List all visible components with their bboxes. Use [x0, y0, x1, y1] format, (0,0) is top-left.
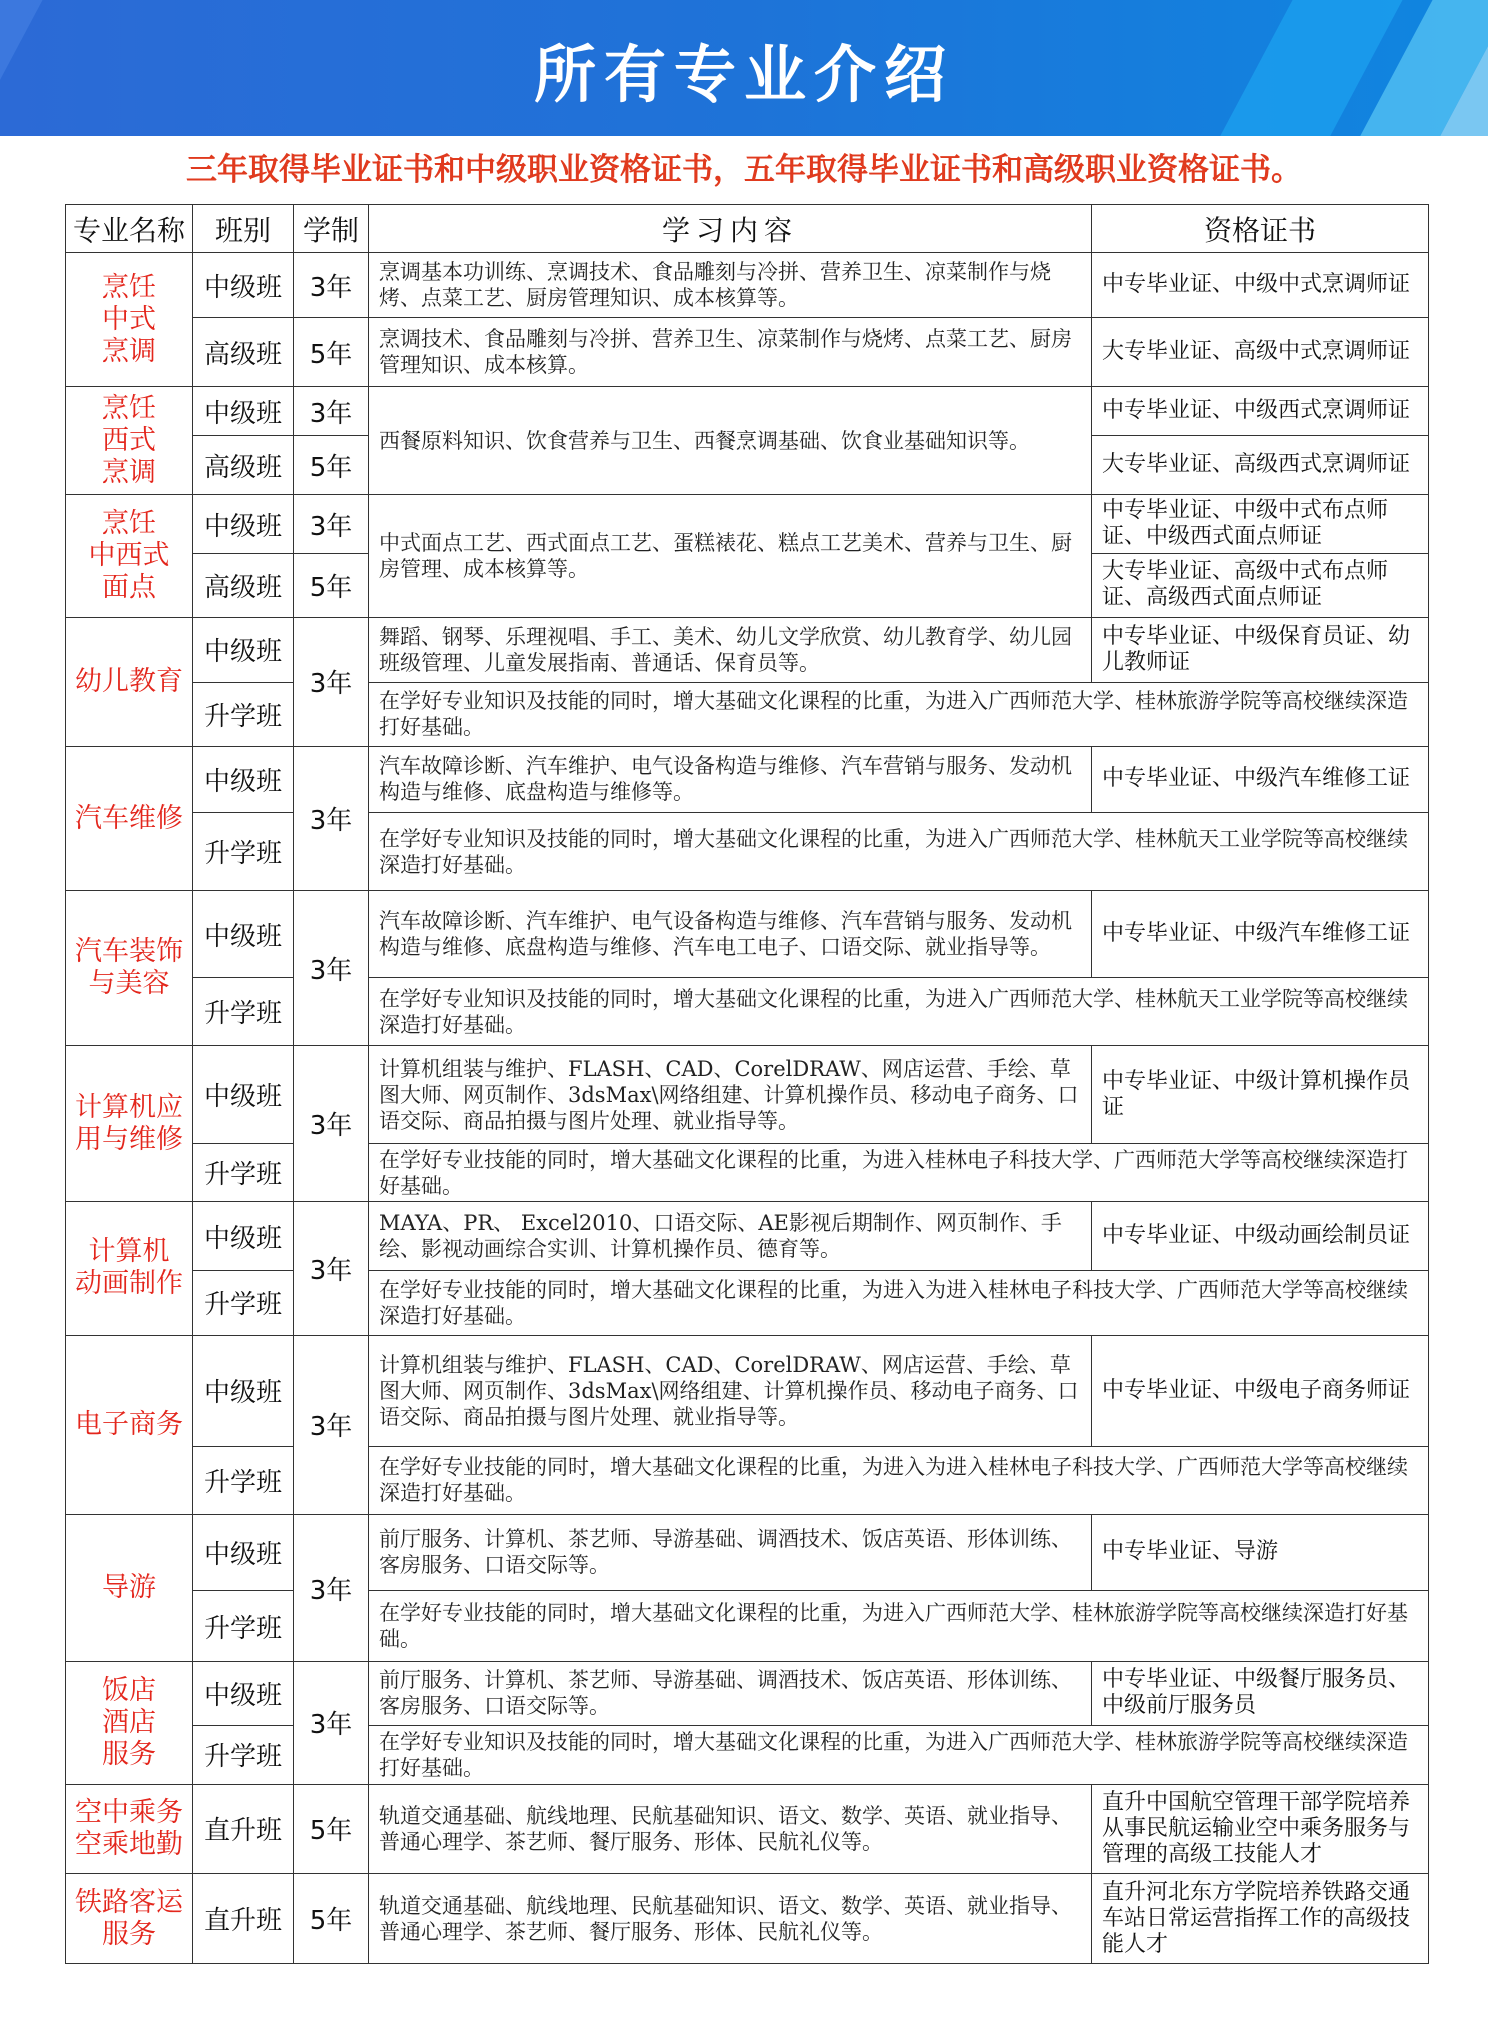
- major-name-cell: 饭店 酒店 服务: [66, 1662, 193, 1784]
- class-cell: 升学班: [193, 1591, 294, 1662]
- content-cell: 轨道交通基础、航线地理、民航基础知识、语文、数学、英语、就业指导、普通心理学、茶艺师、餐厅服务、形体、民航礼仪等。: [369, 1874, 1092, 1964]
- table-row: [66, 891, 1429, 978]
- major-name-cell: 计算机应 用与维修: [66, 1046, 193, 1202]
- certificate-cell: 中专毕业证、导游: [1092, 1514, 1429, 1590]
- major-name-cell: 烹饪 西式 烹调: [66, 387, 193, 495]
- table-row: [66, 387, 1429, 436]
- column-header: 学习内容: [369, 205, 1092, 253]
- content-cell: 中式面点工艺、西式面点工艺、蛋糕裱花、糕点工艺美术、营养与卫生、厨房管理、成本核算等。: [369, 495, 1092, 617]
- class-cell: 升学班: [193, 1271, 294, 1335]
- certificate-cell: 中专毕业证、中级汽车维修工证: [1092, 891, 1429, 978]
- years-cell: 3年: [294, 1046, 369, 1202]
- content-cell: 在学好专业知识及技能的同时，增大基础文化课程的比重，为进入广西师范大学、桂林旅游学院等高校继续深造打好基础。: [369, 682, 1429, 746]
- page-title: 所有专业介绍: [533, 38, 954, 111]
- years-cell: 5年: [294, 1784, 369, 1874]
- class-cell: 中级班: [193, 1662, 294, 1725]
- table-row: [66, 813, 1429, 891]
- header-banner: [0, 0, 1488, 136]
- column-header: 班别: [193, 205, 294, 253]
- table-row: [66, 495, 1429, 554]
- years-cell: 5年: [294, 318, 369, 387]
- table-row: [66, 253, 1429, 318]
- years-cell: 3年: [294, 253, 369, 318]
- certificate-cell: 中专毕业证、中级餐厅服务员、中级前厅服务员: [1092, 1662, 1429, 1725]
- class-cell: 高级班: [193, 318, 294, 387]
- table-header-row: [66, 205, 1429, 253]
- table-row: [66, 746, 1429, 812]
- years-cell: 5年: [294, 436, 369, 495]
- major-name-cell: 铁路客运 服务: [66, 1874, 193, 1964]
- table-row: [66, 1784, 1429, 1874]
- class-cell: 中级班: [193, 891, 294, 978]
- class-cell: 中级班: [193, 253, 294, 318]
- content-cell: 西餐原料知识、饮食营养与卫生、西餐烹调基础、饮食业基础知识等。: [369, 387, 1092, 495]
- class-cell: 升学班: [193, 1446, 294, 1514]
- class-cell: 升学班: [193, 1144, 294, 1202]
- major-name-cell: 烹饪 中式 烹调: [66, 253, 193, 387]
- class-cell: 中级班: [193, 495, 294, 554]
- years-cell: 3年: [294, 617, 369, 746]
- table-row: [66, 1591, 1429, 1662]
- column-header: 专业名称: [66, 205, 193, 253]
- content-cell: 烹调基本功训练、烹调技术、食品雕刻与冷拼、营养卫生、凉菜制作与烧烤、点菜工艺、厨房管理知识、成本核算等。: [369, 253, 1092, 318]
- class-cell: 中级班: [193, 617, 294, 682]
- content-cell: 舞蹈、钢琴、乐理视唱、手工、美术、幼儿文学欣赏、幼儿教育学、幼儿园班级管理、儿童发展指南、普通话、保育员等。: [369, 617, 1092, 682]
- major-name-cell: 汽车维修: [66, 746, 193, 891]
- major-name-cell: 幼儿教育: [66, 617, 193, 746]
- years-cell: 3年: [294, 1202, 369, 1335]
- content-cell: 在学好专业知识及技能的同时，增大基础文化课程的比重，为进入广西师范大学、桂林旅游学院等高校继续深造打好基础。: [369, 1725, 1429, 1784]
- content-cell: 在学好专业知识及技能的同时，增大基础文化课程的比重，为进入广西师范大学、桂林航天工业学院等高校继续深造打好基础。: [369, 813, 1429, 891]
- column-header: 资格证书: [1092, 205, 1429, 253]
- class-cell: 中级班: [193, 1046, 294, 1144]
- certificate-cell: 中专毕业证、中级西式烹调师证: [1092, 387, 1429, 436]
- major-name-cell: 烹饪 中西式 面点: [66, 495, 193, 617]
- major-name-cell: 电子商务: [66, 1335, 193, 1514]
- content-cell: 汽车故障诊断、汽车维护、电气设备构造与维修、汽车营销与服务、发动机构造与维修、底盘构造与维修、汽车电工电子、口语交际、就业指导等。: [369, 891, 1092, 978]
- page-subtitle: 三年取得毕业证书和中级职业资格证书，五年取得毕业证书和高级职业资格证书。: [186, 152, 1302, 188]
- class-cell: 高级班: [193, 554, 294, 617]
- table-row: [66, 682, 1429, 746]
- class-cell: 升学班: [193, 1725, 294, 1784]
- major-name-cell: 计算机 动画制作: [66, 1202, 193, 1335]
- class-cell: 中级班: [193, 387, 294, 436]
- class-cell: 升学班: [193, 682, 294, 746]
- content-cell: 前厅服务、计算机、茶艺师、导游基础、调酒技术、饭店英语、形体训练、客房服务、口语交际等。: [369, 1662, 1092, 1725]
- years-cell: 3年: [294, 1662, 369, 1784]
- table-row: [66, 318, 1429, 387]
- content-cell: 计算机组装与维护、FLASH、CAD、CorelDRAW、网店运营、手绘、草图大师、网页制作、3dsMax\网络组建、计算机操作员、移动电子商务、口语交际、商品拍摄与图片处理、就业指导等。: [369, 1335, 1092, 1446]
- class-cell: 直升班: [193, 1784, 294, 1874]
- table-row: [66, 978, 1429, 1046]
- years-cell: 5年: [294, 1874, 369, 1964]
- class-cell: 升学班: [193, 813, 294, 891]
- certificate-cell: 直升中国航空管理干部学院培养从事民航运输业空中乘务服务与管理的高级工技能人才: [1092, 1784, 1429, 1874]
- years-cell: 3年: [294, 1335, 369, 1514]
- certificate-cell: 中专毕业证、中级计算机操作员证: [1092, 1046, 1429, 1144]
- years-cell: 3年: [294, 891, 369, 1046]
- major-name-cell: 空中乘务 空乘地勤: [66, 1784, 193, 1874]
- certificate-cell: 中专毕业证、中级保育员证、幼儿教师证: [1092, 617, 1429, 682]
- certificate-cell: 大专毕业证、高级中式烹调师证: [1092, 318, 1429, 387]
- content-cell: 在学好专业技能的同时，增大基础文化课程的比重，为进入为进入桂林电子科技大学、广西师范大学等高校继续深造打好基础。: [369, 1446, 1429, 1514]
- certificate-cell: 中专毕业证、中级电子商务师证: [1092, 1335, 1429, 1446]
- content-cell: 在学好专业技能的同时，增大基础文化课程的比重，为进入桂林电子科技大学、广西师范大学等高校继续深造打好基础。: [369, 1144, 1429, 1202]
- table-row: [66, 1446, 1429, 1514]
- years-cell: 3年: [294, 495, 369, 554]
- table-body: [66, 253, 1429, 1964]
- content-cell: 汽车故障诊断、汽车维护、电气设备构造与维修、汽车营销与服务、发动机构造与维修、底盘构造与维修等。: [369, 746, 1092, 812]
- table-row: [66, 1046, 1429, 1144]
- class-cell: 中级班: [193, 1202, 294, 1271]
- content-cell: 在学好专业技能的同时，增大基础文化课程的比重，为进入广西师范大学、桂林旅游学院等高校继续深造打好基础。: [369, 1591, 1429, 1662]
- table-row: [66, 1271, 1429, 1335]
- table-row: [66, 1662, 1429, 1725]
- content-cell: MAYA、PR、 Excel2010、口语交际、AE影视后期制作、网页制作、手绘、影视动画综合实训、计算机操作员、德育等。: [369, 1202, 1092, 1271]
- column-header: 学制: [294, 205, 369, 253]
- years-cell: 5年: [294, 554, 369, 617]
- table-row: [66, 1202, 1429, 1271]
- certificate-cell: 中专毕业证、中级动画绘制员证: [1092, 1202, 1429, 1271]
- table-row: [66, 617, 1429, 682]
- certificate-cell: 中专毕业证、中级中式布点师证、中级西式面点师证: [1092, 495, 1429, 554]
- table-row: [66, 1335, 1429, 1446]
- table-row: [66, 1874, 1429, 1964]
- years-cell: 3年: [294, 1514, 369, 1662]
- certificate-cell: 大专毕业证、高级中式布点师证、高级西式面点师证: [1092, 554, 1429, 617]
- certificate-cell: 直升河北东方学院培养铁路交通车站日常运营指挥工作的高级技能人才: [1092, 1874, 1429, 1964]
- major-name-cell: 导游: [66, 1514, 193, 1662]
- content-cell: 计算机组装与维护、FLASH、CAD、CorelDRAW、网店运营、手绘、草图大师、网页制作、3dsMax\网络组建、计算机操作员、移动电子商务、口语交际、商品拍摄与图片处理、就业指导等。: [369, 1046, 1092, 1144]
- certificate-cell: 大专毕业证、高级西式烹调师证: [1092, 436, 1429, 495]
- years-cell: 3年: [294, 387, 369, 436]
- years-cell: 3年: [294, 746, 369, 891]
- content-cell: 在学好专业知识及技能的同时，增大基础文化课程的比重，为进入广西师范大学、桂林航天工业学院等高校继续深造打好基础。: [369, 978, 1429, 1046]
- majors-table: [65, 204, 1429, 1964]
- class-cell: 高级班: [193, 436, 294, 495]
- content-cell: 前厅服务、计算机、茶艺师、导游基础、调酒技术、饭店英语、形体训练、客房服务、口语交际等。: [369, 1514, 1092, 1590]
- class-cell: 中级班: [193, 1335, 294, 1446]
- content-cell: 烹调技术、食品雕刻与冷拼、营养卫生、凉菜制作与烧烤、点菜工艺、厨房管理知识、成本核算。: [369, 318, 1092, 387]
- major-name-cell: 汽车装饰 与美容: [66, 891, 193, 1046]
- table-row: [66, 1725, 1429, 1784]
- class-cell: 中级班: [193, 1514, 294, 1590]
- table-row: [66, 1514, 1429, 1590]
- certificate-cell: 中专毕业证、中级汽车维修工证: [1092, 746, 1429, 812]
- content-cell: 轨道交通基础、航线地理、民航基础知识、语文、数学、英语、就业指导、普通心理学、茶艺师、餐厅服务、形体、民航礼仪等。: [369, 1784, 1092, 1874]
- certificate-cell: 中专毕业证、中级中式烹调师证: [1092, 253, 1429, 318]
- class-cell: 升学班: [193, 978, 294, 1046]
- class-cell: 中级班: [193, 746, 294, 812]
- class-cell: 直升班: [193, 1874, 294, 1964]
- content-cell: 在学好专业技能的同时，增大基础文化课程的比重，为进入为进入桂林电子科技大学、广西师范大学等高校继续深造打好基础。: [369, 1271, 1429, 1335]
- table-row: [66, 1144, 1429, 1202]
